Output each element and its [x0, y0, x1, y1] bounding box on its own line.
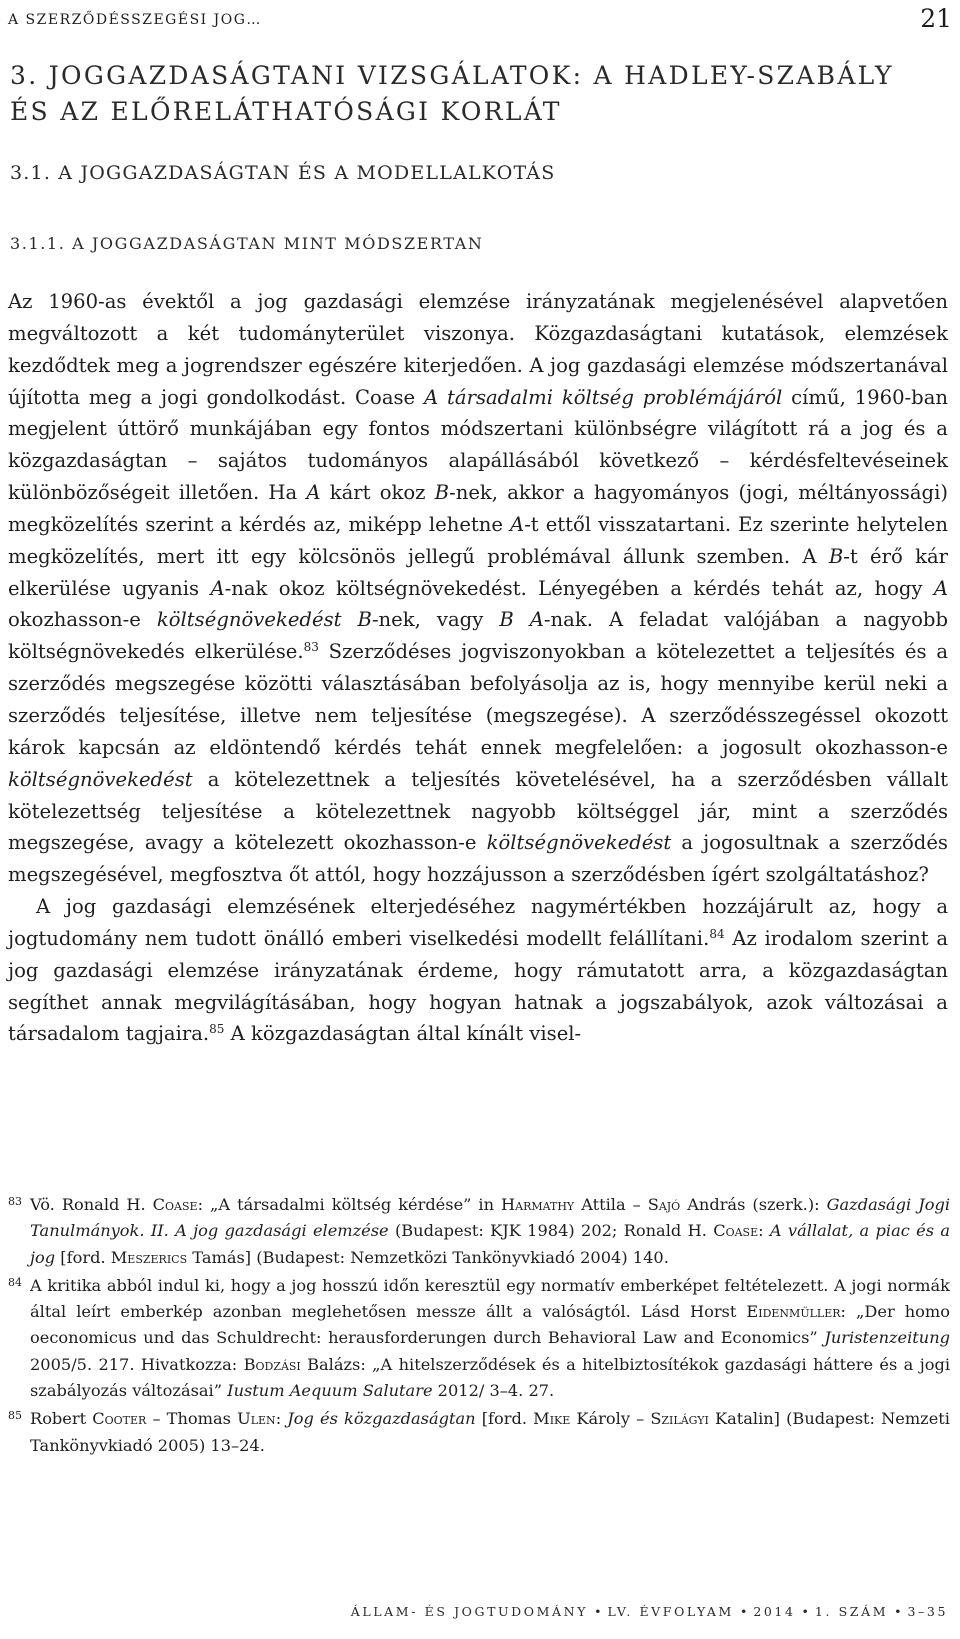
text-run: : „A társadalmi költség kérdése” in	[197, 1195, 502, 1214]
text-run: Az irodalom szerint a jog gazdasági elemzése irányzatának érdeme, hogy rámutatott arra, a közgazdaságtan segíthet annak megvilágításában, hogy hogyan hatnak a jogszabályok, azok változásai a társadalom tagjaira.	[8, 926, 948, 1046]
text-run: -nak. A feladat valójában a nagyobb költségnövekedés elkerülése.	[8, 608, 949, 664]
author-name: Harmathy	[501, 1195, 575, 1214]
author-name: Mike	[533, 1409, 571, 1429]
paragraph-1	[8, 286, 948, 891]
italic-phrase: költségnövekedést B	[156, 608, 372, 632]
italic-title: Juristenzeitung	[824, 1328, 950, 1348]
text-run: Tamás] (Budapest: Nemzetközi Tankönyvkiadó 2004) 140.	[187, 1247, 669, 1267]
footnote-84	[8, 1273, 950, 1404]
text-run: -t ettől visszatartani. Ez szerinte helytelen megközelítés, mert itt egy kölcsönös jellegű problémával állunk szemben. A	[8, 512, 948, 568]
italic-title: A társadalmi költség problémájáról	[424, 385, 783, 409]
italic-phrase: költségnövekedést	[486, 831, 672, 855]
footnote-ref-84[interactable]: 84	[709, 926, 725, 941]
author-name: Szilágyi	[650, 1409, 709, 1429]
journal-pages: 3–35	[907, 1604, 948, 1619]
chapter-heading: 3. JOGGAZDASÁGTANI VIZSGÁLATOK: A HADLEY-SZABÁLY ÉS AZ ELŐRELÁTHATÓSÁGI KORLÁT	[10, 61, 894, 126]
journal-year: 2014	[753, 1604, 796, 1619]
text-run: :	[758, 1221, 770, 1241]
section-heading: 3.1. A JOGGAZDASÁGTAN ÉS A MODELLALKOTÁS	[10, 162, 556, 184]
text-run: Attila –	[574, 1195, 648, 1214]
footnote-ref-85[interactable]: 85	[209, 1022, 225, 1037]
italic-var: A	[306, 481, 321, 505]
text-run: 2005/5. 217. Hivatkozza:	[30, 1354, 244, 1374]
italic-var: B A	[499, 608, 544, 632]
italic-title: A vállalat, a piac és a jog	[30, 1221, 950, 1267]
running-head	[8, 6, 952, 36]
bullet-separator: •	[739, 1604, 748, 1619]
text-run: a kötelezettnek a teljesítés követelésével, ha a szerződésben vállalt kötelezettség teljesítése a kötelezettnek nagyobb költséggel jár, mint a szerződés megszegése, avagy a kötelezett okozhasson-e	[8, 767, 948, 855]
text-run: Katalin] (Budapest: Nemzeti Tankönyvkiadó 2005) 13–24.	[30, 1409, 950, 1455]
author-name: Cooter	[92, 1409, 147, 1429]
page-footer	[265, 1604, 948, 1619]
footnote-number: 83	[8, 1195, 22, 1208]
text-run: 2012/ 3–4. 27.	[432, 1381, 555, 1401]
text-run: – Thomas	[146, 1409, 238, 1429]
bullet-separator: •	[801, 1604, 809, 1619]
bullet-separator: •	[894, 1604, 902, 1619]
text-run: okozhasson-e	[8, 608, 157, 632]
footnote-85	[8, 1406, 950, 1459]
footnote-ref-83[interactable]: 83	[303, 640, 319, 655]
italic-var: A	[210, 576, 225, 600]
text-run: A közgazdaságtan által kínált visel-	[224, 1022, 582, 1046]
text-run: (Budapest: KJK 1984) 202; Ronald H.	[388, 1221, 714, 1241]
text-run: Károly –	[570, 1409, 651, 1429]
bullet-separator: •	[594, 1604, 602, 1619]
subsection-heading: 3.1.1. A JOGGAZDASÁGTAN MINT MÓDSZERTAN	[10, 234, 484, 253]
footnote-number: 84	[8, 1275, 22, 1289]
text-run: A jog gazdasági elemzésének elterjedéséhez nagymértékben hozzájárult az, hogy a jogtudomány nem tudott önálló emberi viselkedési modellt felállítani.	[8, 895, 948, 950]
italic-var: A	[510, 512, 525, 536]
italic-var: A	[933, 576, 949, 600]
paragraph-2	[8, 891, 948, 1050]
author-name: Coase	[713, 1221, 759, 1241]
running-head-title: A SZERZŐDÉSSZEGÉSI JOG…	[8, 12, 262, 28]
text-run: :	[275, 1409, 288, 1429]
text-run: -nek, akkor a hagyományos (jogi, méltányossági) megközelítés szerint a kérdés az, miképp lehetne	[8, 481, 948, 536]
footnote-83	[8, 1192, 950, 1271]
text-run: Robert	[30, 1409, 93, 1429]
author-name: Meszerics	[110, 1247, 188, 1267]
text-run: : „Der homo oeconomicus und das Schuldrecht: herausforderungen durch Behavioral Law and Economics”	[30, 1302, 950, 1348]
text-run: a jogosultnak a szerződés megszegésével, megfosztva őt attól, hogy hozzájusson a szerződésben ígért szolgáltatáshoz?	[8, 831, 948, 887]
author-name: Ulen	[237, 1409, 276, 1429]
author-name: Eidenmüller	[746, 1302, 841, 1322]
text-run: [ford.	[475, 1409, 534, 1429]
text-run: Szerződéses jogviszonyokban a kötelezettet a teljesítés és a szerződés megszegése közötti választásában befolyásolja az is, hogy mennyibe kerül neki a szerződés teljesítése, illetve nem teljesítése (megszegése). A szerződésszegéssel okozott károk kapcsán az eldöntendő kérdés tehát ennek megfelelően: a jogosult okozhasson-e	[8, 640, 949, 759]
text-run: -nak okoz költségnövekedést. Lényegében a kérdés tehát az, hogy	[224, 576, 934, 600]
page-number: 21	[920, 4, 952, 33]
author-name: Sajó	[647, 1195, 681, 1214]
text-run: -nek, vagy	[371, 608, 500, 632]
text-run: Balázs: „A hitelszerződések és a hitelbiztosítékok gazdasági háttere és a jogi szabályozás változásai”	[30, 1354, 950, 1401]
text-run: kárt okoz	[320, 481, 435, 505]
italic-var: B	[434, 481, 450, 505]
italic-phrase: költségnövekedést	[8, 767, 193, 791]
author-name: Coase	[152, 1195, 198, 1214]
italic-title: Gazdasági Jogi Tanulmányok. II. A jog gazdasági elemzése	[30, 1195, 950, 1241]
italic-var: B	[828, 544, 844, 568]
body-text	[8, 286, 948, 1050]
journal-name: ÁLLAM- ÉS JOGTUDOMÁNY	[350, 1604, 589, 1619]
text-run: András (szerk.):	[680, 1195, 827, 1214]
italic-title: Jog és közgazdaságtan	[287, 1409, 476, 1429]
text-run: Vö. Ronald H.	[30, 1195, 153, 1214]
text-run: -t érő kár elkerülése ugyanis	[8, 544, 948, 600]
footnotes	[8, 1192, 950, 1461]
author-name: Bodzási	[243, 1354, 301, 1374]
text-run: Az 1960-as évektől a jog gazdasági elemzése irányzatának megjelenésével alapvetően megváltozott a két tudományterület viszonya. Közgazdaságtani kutatások, elemzések kezdődtek meg a jogrendszer egészére kiterjedően. A jog gazdasági elemzése módszertanával újította meg a jogi gondolkodást. Coase	[8, 290, 948, 409]
text-run: című, 1960-ban megjelent úttörő munkájában egy fontos módszertani különbségre világított rá a jog és a közgazdaságtan – sajátos tudományos alapállásából következő – kérdésfeltevéseinek különbözőségeit illetően. Ha	[8, 385, 949, 505]
footnote-number: 85	[8, 1409, 22, 1423]
text-run: A kritika abból indul ki, hogy a jog hosszú időn keresztül egy normatív emberképet feltételezett. A jogi normák által leírt emberkép azonban meglehetősen messze állt a valóságtól. Lásd Horst	[30, 1275, 950, 1322]
text-run: [ford.	[55, 1247, 111, 1267]
italic-title: Iustum Aequum Salutare	[227, 1381, 433, 1401]
journal-issue: 1. SZÁM	[814, 1604, 889, 1619]
journal-volume: LV. ÉVFOLYAM	[607, 1604, 734, 1619]
